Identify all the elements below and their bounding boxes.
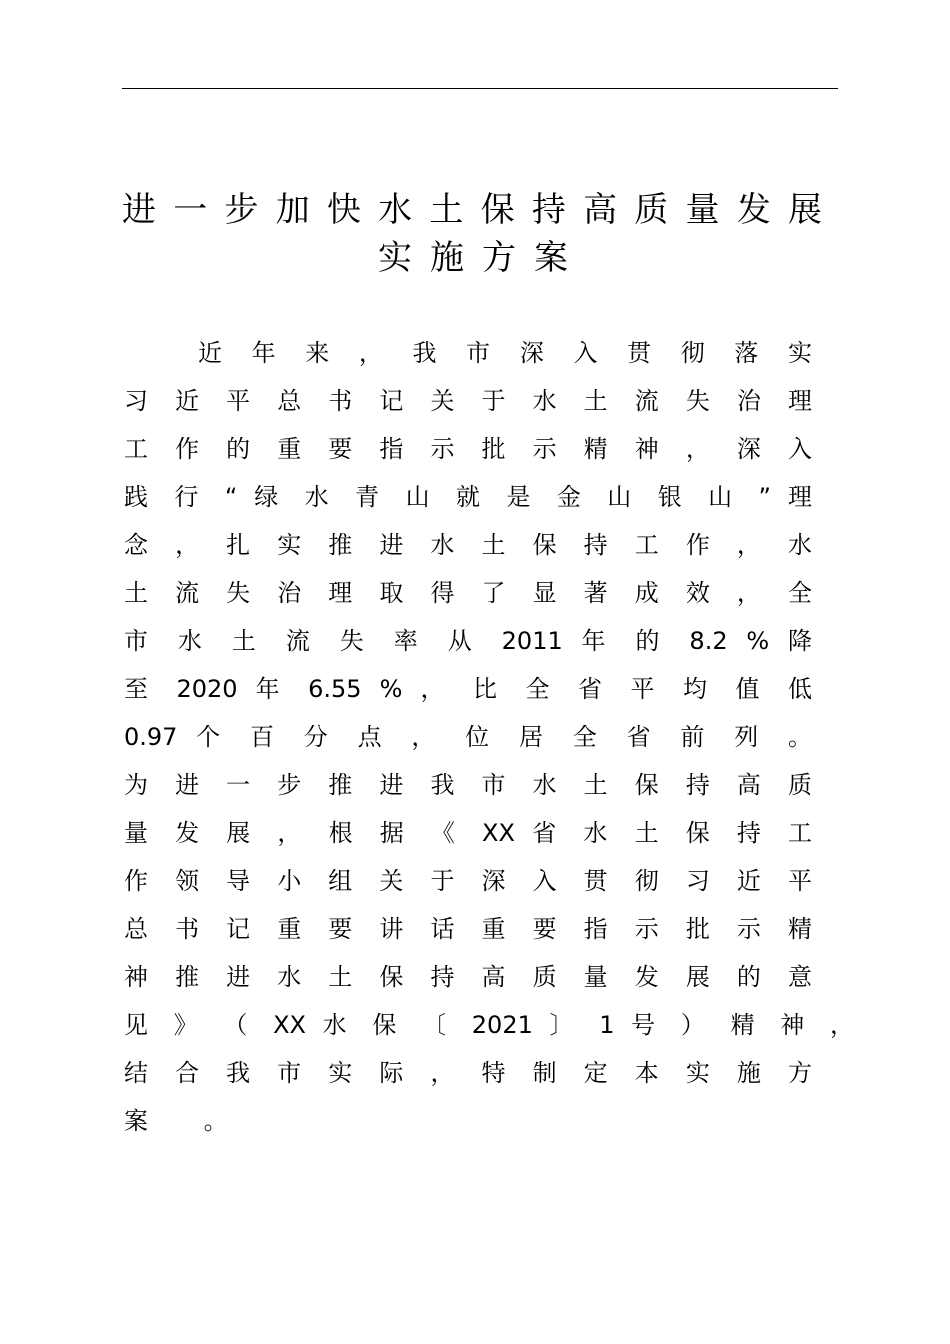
body-line: 作 领 导 小 组 关 于 深 入 贯 彻 习 近 平 — [124, 867, 812, 895]
body-line: 践 行 “ 绿 水 青 山 就 是 金 山 银 山 ” 理 — [124, 483, 812, 511]
document-title-line-2: 实 施 方 案 — [378, 238, 568, 278]
body-line: 案 。 — [124, 1107, 252, 1135]
body-line: 土 流 失 治 理 取 得 了 显 著 成 效 ， 全 — [124, 579, 812, 607]
body-line: 近 年 来 ， 我 市 深 入 贯 彻 落 实 — [198, 339, 812, 367]
body-line: 量 发 展 ， 根 据 《 XX 省 水 土 保 持 工 — [124, 819, 812, 847]
body-line: 工 作 的 重 要 指 示 批 示 精 神 ， 深 入 — [124, 435, 812, 463]
body-line: 念 ， 扎 实 推 进 水 土 保 持 工 作 ， 水 — [124, 531, 812, 559]
body-line: 为 进 一 步 推 进 我 市 水 土 保 持 高 质 — [124, 771, 812, 799]
body-line: 神 推 进 水 土 保 持 高 质 量 发 展 的 意 — [124, 963, 812, 991]
body-line: 至 2020 年 6.55 % ， 比 全 省 平 均 值 低 — [124, 675, 812, 703]
body-line: 习 近 平 总 书 记 关 于 水 土 流 失 治 理 — [124, 387, 812, 415]
body-line: 总 书 记 重 要 讲 话 重 要 指 示 批 示 精 — [124, 915, 812, 943]
body-line: 市 水 土 流 失 率 从 2011 年 的 8.2 % 降 — [124, 627, 812, 655]
header-rule — [122, 88, 838, 89]
document-title-line-1: 进 一 步 加 快 水 土 保 持 高 质 量 发 展 — [122, 190, 822, 230]
body-line: 0.97 个 百 分 点 ， 位 居 全 省 前 列 。 — [124, 723, 812, 751]
body-line: 见 》 （ XX 水 保 〔 2021 〕 1 号 ） 精 神 ， — [124, 1011, 854, 1039]
body-line: 结 合 我 市 实 际 ， 特 制 定 本 实 施 方 — [124, 1059, 812, 1087]
